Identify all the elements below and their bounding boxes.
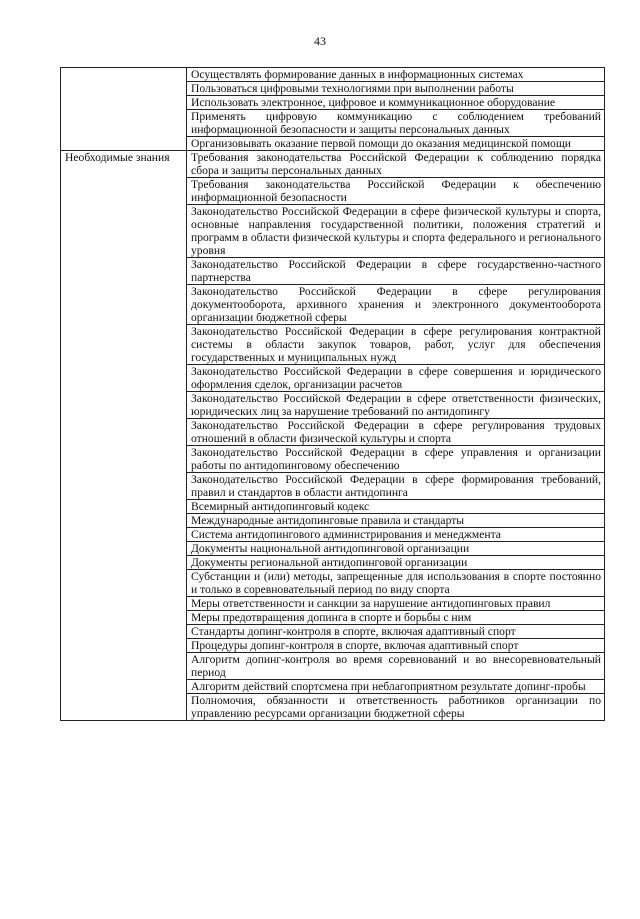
knowledge-item xyxy=(187,597,605,611)
knowledge-item xyxy=(187,542,605,556)
knowledge-text: Законодательство Российской Федерации в сфере физической культуры и спорта, основные направления государственной политики, положения стратегий и программ в области физической культуры и спорта федерального и регионального уровня xyxy=(191,205,601,257)
knowledge-item xyxy=(187,178,605,205)
knowledge-item xyxy=(187,694,605,721)
knowledge-item xyxy=(187,151,605,178)
knowledge-text: Меры предотвращения допинга в спорте и борьбы с ним xyxy=(191,611,472,624)
knowledge-text: Законодательство Российской Федерации в сфере ответственности физических, юридических лиц за нарушение требований по антидопингу xyxy=(191,392,601,418)
knowledge-item xyxy=(187,570,605,597)
table-row xyxy=(61,151,605,178)
knowledge-text: Стандарты допинг-контроля в спорте, включая адаптивный спорт xyxy=(191,625,516,638)
knowledge-text: Документы национальной антидопинговой организации xyxy=(191,542,470,555)
knowledge-text: Законодательство Российской Федерации в сфере формирования требований, правил и стандартов в области антидопинга xyxy=(191,473,601,499)
knowledge-item xyxy=(187,500,605,514)
knowledge-item xyxy=(187,528,605,542)
skill-item xyxy=(187,82,605,96)
knowledge-text: Законодательство Российской Федерации в сфере совершения и юридического оформления сделок, организации расчетов xyxy=(191,365,601,391)
knowledge-text: Система антидопингового администрирования и менеджмента xyxy=(191,528,501,541)
skill-item xyxy=(187,110,605,137)
skill-text: Применять цифровую коммуникацию с соблюдением требований информационной безопасности и защиты персональных данных xyxy=(191,110,601,136)
skill-text: Осуществлять формирование данных в информационных системах xyxy=(191,68,524,81)
knowledge-text: Алгоритм действий спортсмена при неблагоприятном результате допинг-пробы xyxy=(191,680,586,693)
knowledge-text: Полномочия, обязанности и ответственность работников организации по управлению ресурсами организации бюджетной сферы xyxy=(191,694,601,720)
knowledge-text: Законодательство Российской Федерации в сфере регулирования документооборота, архивного хранения и электронного документооборота организации бюджетной сферы xyxy=(191,285,601,324)
knowledge-text: Законодательство Российской Федерации в сфере регулирования контрактной системы в области закупок товаров, работ, услуг для обеспечения государственных и муниципальных нужд xyxy=(191,325,601,364)
skills-heading-cell xyxy=(61,68,187,151)
skill-item xyxy=(187,96,605,110)
knowledge-item xyxy=(187,365,605,392)
knowledge-text: Законодательство Российской Федерации в сфере государственно-частного партнерства xyxy=(191,258,601,284)
skill-text: Организовывать оказание первой помощи до оказания медицинской помощи xyxy=(191,137,571,150)
knowledge-item xyxy=(187,611,605,625)
table-row xyxy=(61,68,605,82)
knowledge-heading: Необходимые знания xyxy=(61,151,187,721)
knowledge-text: Документы региональной антидопинговой организации xyxy=(191,556,468,569)
knowledge-text: Субстанции и (или) методы, запрещенные для использования в спорте постоянно и только в соревновательный период по виду спорта xyxy=(191,570,601,596)
knowledge-text: Законодательство Российской Федерации в сфере управления и организации работы по антидопинговому обеспечению xyxy=(191,446,601,472)
knowledge-item xyxy=(187,392,605,419)
knowledge-text: Алгоритм допинг-контроля во время соревнований и во внесоревновательный период xyxy=(191,653,601,679)
knowledge-item xyxy=(187,514,605,528)
knowledge-text: Законодательство Российской Федерации в сфере регулирования трудовых отношений в области физической культуры и спорта xyxy=(191,419,601,445)
skill-text: Использовать электронное, цифровое и коммуникационное оборудование xyxy=(191,96,556,109)
page-number: 43 xyxy=(314,34,326,48)
knowledge-item xyxy=(187,639,605,653)
skill-item xyxy=(187,68,605,82)
knowledge-text: Процедуры допинг-контроля в спорте, включая адаптивный спорт xyxy=(191,639,519,652)
knowledge-text: Всемирный антидопинговый кодекс xyxy=(191,500,370,513)
knowledge-text: Требования законодательства Российской Федерации к соблюдению порядка сбора и защиты персональных данных xyxy=(191,151,601,177)
knowledge-item xyxy=(187,446,605,473)
knowledge-item xyxy=(187,556,605,570)
knowledge-item xyxy=(187,473,605,500)
knowledge-text: Требования законодательства Российской Федерации к обеспечению информационной безопасности xyxy=(191,178,601,204)
qualification-table xyxy=(60,67,605,721)
knowledge-text: Меры ответственности и санкции за нарушение антидопинговых правил xyxy=(191,597,551,610)
skill-text: Пользоваться цифровыми технологиями при выполнении работы xyxy=(191,82,514,95)
knowledge-item xyxy=(187,325,605,365)
knowledge-item xyxy=(187,419,605,446)
knowledge-text: Международные антидопинговые правила и стандарты xyxy=(191,514,465,527)
knowledge-item xyxy=(187,653,605,680)
knowledge-item xyxy=(187,205,605,258)
knowledge-item xyxy=(187,625,605,639)
skill-item xyxy=(187,137,605,151)
knowledge-item xyxy=(187,258,605,285)
knowledge-item xyxy=(187,285,605,325)
knowledge-item xyxy=(187,680,605,694)
